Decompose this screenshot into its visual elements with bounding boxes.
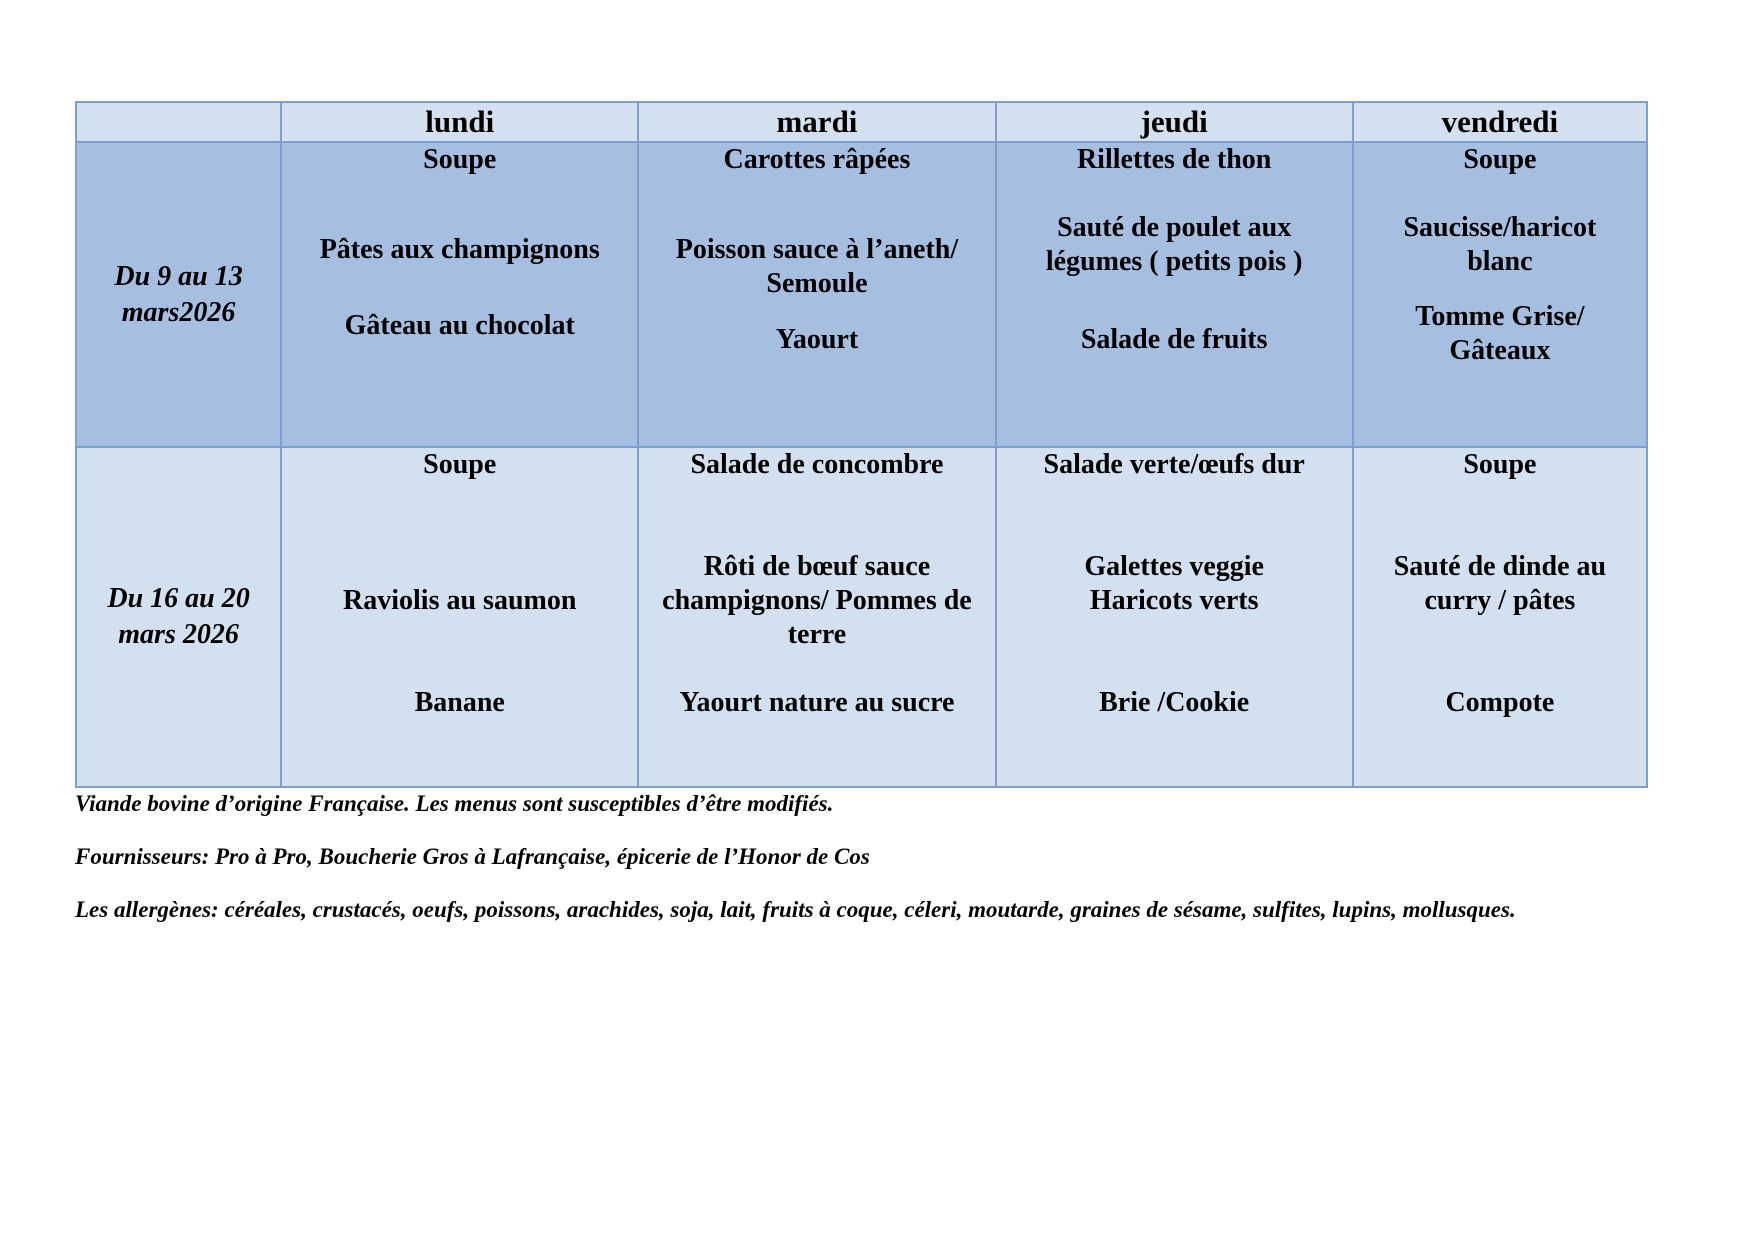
dessert: Gâteau au chocolat	[344, 310, 575, 341]
week-label-line1: Du 16 au 20	[107, 583, 250, 614]
week-row-2	[76, 447, 1647, 787]
note-origin: Viande bovine d’origine Française. Les menus sont susceptibles d’être modifiés.	[75, 791, 834, 816]
starter: Soupe	[1463, 144, 1537, 175]
week-label-line2: mars 2026	[118, 619, 239, 650]
dessert: Salade de fruits	[1080, 324, 1268, 355]
menu-cell-vendredi	[1353, 447, 1647, 787]
dessert: Yaourt nature au sucre	[679, 687, 955, 718]
header-day-vendredi: vendredi	[1353, 102, 1647, 142]
main-course: Poisson sauce à l’aneth/ Semoule	[675, 234, 959, 299]
menu-cell-jeudi	[996, 447, 1353, 787]
main-course: Sauté de poulet aux légumes ( petits pois )	[1045, 212, 1303, 277]
header-corner-cell	[76, 102, 281, 142]
note-suppliers: Fournisseurs: Pro à Pro, Boucherie Gros à Lafrançaise, épicerie de l’Honor de Cos	[75, 844, 870, 869]
main-course: Saucisse/haricot blanc	[1403, 212, 1597, 277]
dessert: Tomme Grise/ Gâteaux	[1415, 301, 1585, 366]
main-course: Rôti de bœuf sauce champignons/ Pommes de terre	[662, 551, 972, 650]
menu-table	[75, 101, 1648, 788]
starter: Carottes râpées	[723, 144, 911, 175]
menu-cell-jeudi	[996, 142, 1353, 447]
starter: Salade verte/œufs dur	[1043, 449, 1305, 480]
dessert: Banane	[414, 687, 505, 718]
week-label-line2: mars2026	[121, 296, 236, 328]
menu-cell-vendredi	[1353, 142, 1647, 447]
week-row-1	[76, 142, 1647, 447]
header-day-mardi: mardi	[638, 102, 995, 142]
main-course: Pâtes aux champignons	[319, 234, 600, 265]
week-label-cell	[76, 142, 281, 447]
main-course: Raviolis au saumon	[343, 585, 577, 616]
header-day-lundi: lundi	[281, 102, 638, 142]
starter: Rillettes de thon	[1076, 144, 1272, 175]
starter: Soupe	[1463, 449, 1537, 480]
starter: Soupe	[423, 449, 497, 480]
menu-cell-lundi	[281, 447, 638, 787]
dessert: Yaourt	[775, 324, 859, 355]
menu-cell-lundi	[281, 142, 638, 447]
menu-cell-mardi	[638, 447, 995, 787]
starter: Salade de concombre	[690, 449, 944, 480]
menu-cell-mardi	[638, 142, 995, 447]
header-day-jeudi: jeudi	[996, 102, 1353, 142]
dessert: Compote	[1445, 687, 1555, 718]
note-allergens: Les allergènes: céréales, crustacés, oeufs, poissons, arachides, soja, lait, fruits à coque, céleri, moutarde, graines de sésame, sulfites, lupins, mollusques.	[75, 897, 1516, 922]
week-label-line1: Du 9 au 13	[114, 260, 243, 292]
main-course: Sauté de dinde au curry / pâtes	[1393, 551, 1607, 616]
main-course: Galettes veggie Haricots verts	[1084, 551, 1264, 616]
header-row	[76, 102, 1647, 142]
dessert: Brie /Cookie	[1099, 687, 1250, 718]
starter: Soupe	[423, 144, 497, 175]
week-label-cell	[76, 447, 281, 787]
